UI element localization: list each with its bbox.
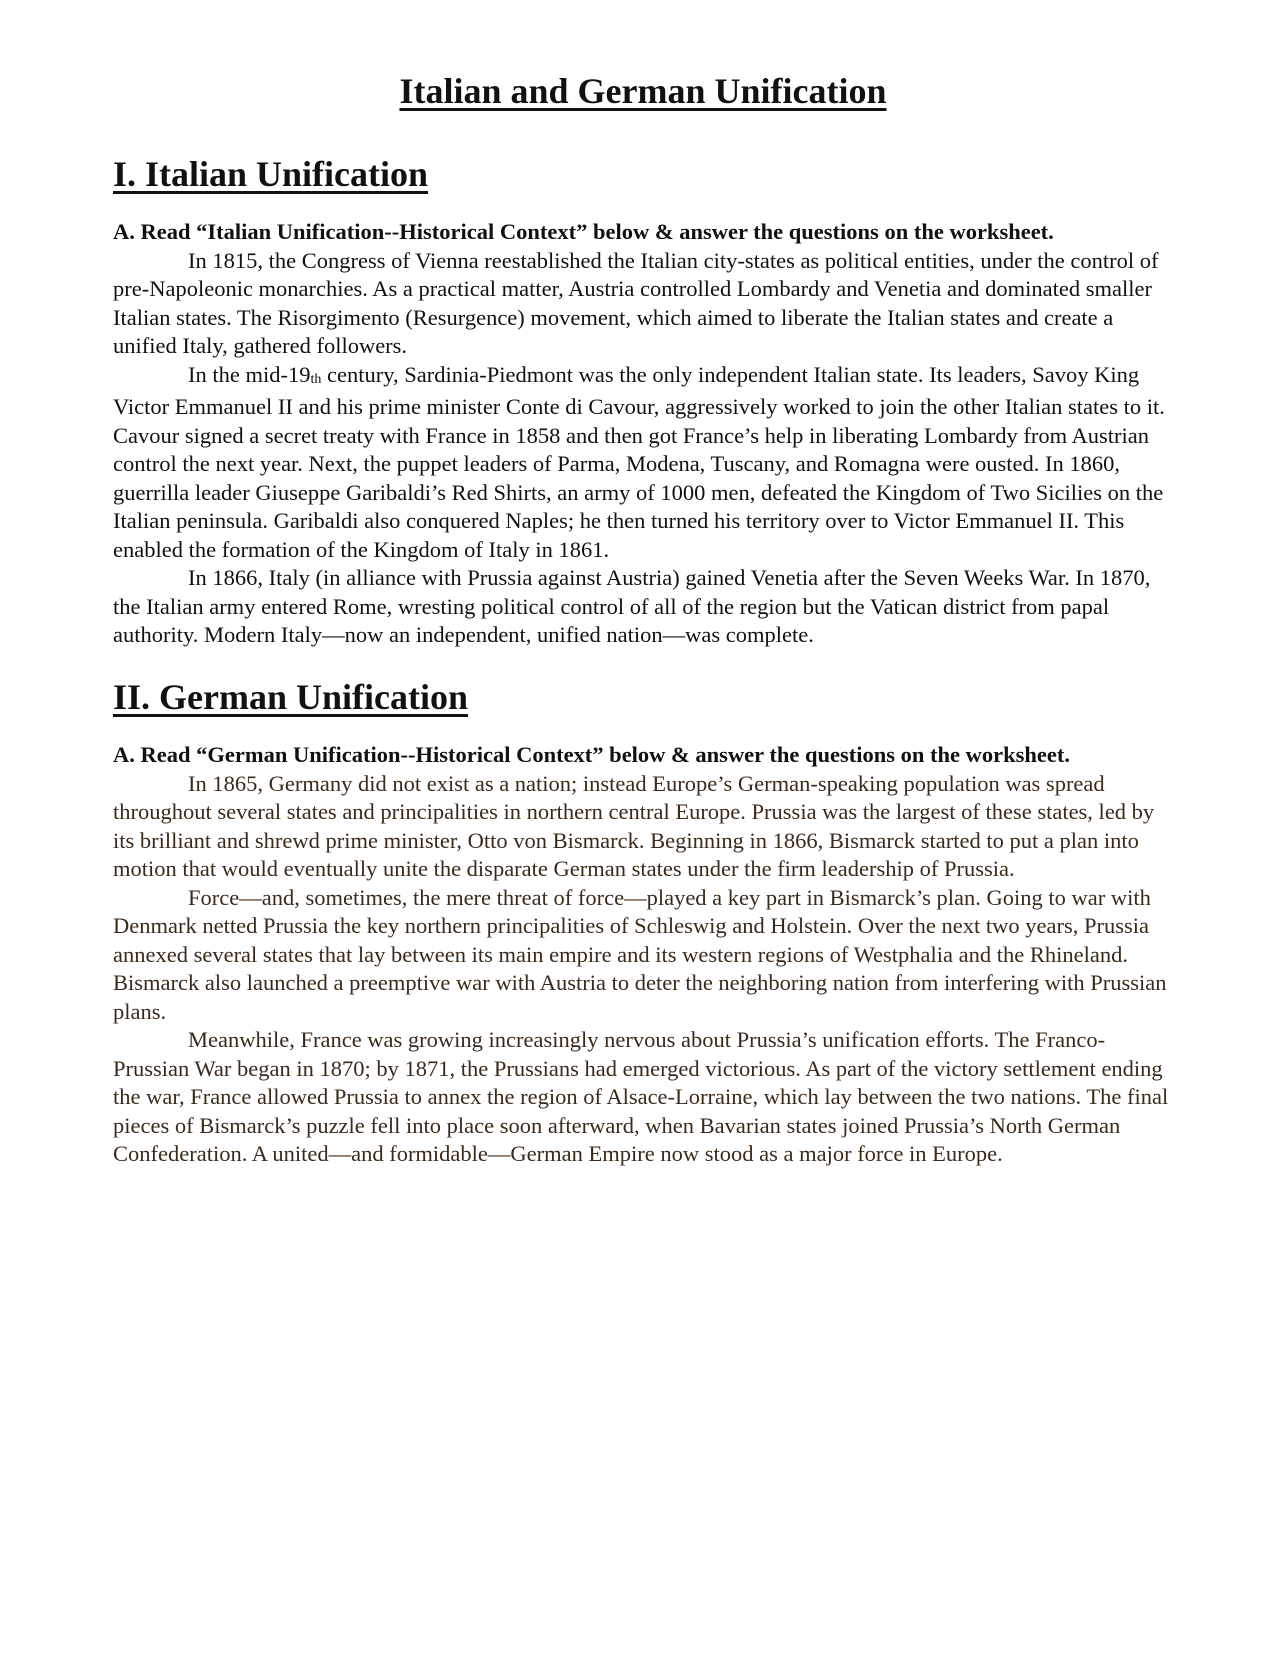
paragraph-italian-2-start: In the mid-19 xyxy=(188,361,311,387)
section-heading-italian: I. Italian Unification xyxy=(113,154,429,195)
document-page xyxy=(113,70,1173,1169)
instruction-german: A. Read “German Unification--Historical Context” below & answer the questions on the worksheet. xyxy=(113,742,1071,768)
paragraph-german-1: In 1865, Germany did not exist as a nation; instead Europe’s German-speaking population was spread throughout several states and principalities in northern central Europe. Prussia was the largest of these states, led by its brilliant and shrewd prime minister, Otto von Bismarck. Beginning in 1866, Bismarck started to put a plan into motion that would eventually unite the disparate German states under the firm leadership of Prussia. xyxy=(113,770,1155,882)
paragraph-italian-1: In 1815, the Congress of Vienna reestablished the Italian city-states as political entities, under the control of pre-Napoleonic monarchies. As a practical matter, Austria controlled Lombardy and Venetia and dominated smaller Italian states. The Risorgimento (Resurgence) movement, which aimed to liberate the Italian states and create a unified Italy, gathered followers. xyxy=(113,247,1159,359)
paragraph-italian-2-rest: century, Sardinia-Piedmont was the only independent Italian state. Its leaders, Savoy King Victor Emmanuel II and his prime minister Conte di Cavour, aggressively worked to join the other Italian states to it. Cavour signed a secret treaty with France in 1858 and then got France’s help in liberating Lombardy from Austrian control the next year. Next, the puppet leaders of Parma, Modena, Tuscany, and Romagna were ousted. In 1860, guerrilla leader Giuseppe Garibaldi’s Red Shirts, an army of 1000 men, defeated the Kingdom of Two Sicilies on the Italian peninsula. Garibaldi also conquered Naples; he then turned his territory over to Victor Emmanuel II. This enabled the formation of the Kingdom of Italy in 1861. xyxy=(113,361,1165,562)
ordinal-suffix: th xyxy=(310,371,322,387)
paragraph-italian-2 xyxy=(113,361,1173,565)
paragraph-italian-3: In 1866, Italy (in alliance with Prussia against Austria) gained Venetia after the Seven Weeks War. In 1870, the Italian army entered Rome, wresting political control of all of the region but the Vatican district from papal authority. Modern Italy—now an independent, unified nation—was complete. xyxy=(113,565,1151,648)
paragraph-german-2: Force—and, sometimes, the mere threat of force—played a key part in Bismarck’s plan. Going to war with Denmark netted Prussia the key northern principalities of Schleswig and Holstein. Over the next two years, Prussia annexed several states that lay between its main empire and its western regions of Westphalia and the Rhineland. Bismarck also launched a preemptive war with Austria to deter the neighboring nation from interfering with Prussian plans. xyxy=(113,884,1167,1024)
document-title: Italian and German Unification xyxy=(399,71,887,111)
section-italian-unification xyxy=(113,153,1173,650)
section-heading-german: II. German Unification xyxy=(113,676,468,717)
instruction-italian: A. Read “Italian Unification--Historical Context” below & answer the questions on the worksheet. xyxy=(113,219,1054,245)
section-german-unification xyxy=(113,676,1173,1169)
paragraph-german-3: Meanwhile, France was growing increasingly nervous about Prussia’s unification efforts. The Franco-Prussian War began in 1870; by 1871, the Prussians had emerged victorious. As part of the victory settlement ending the war, France allowed Prussia to annex the region of Alsace-Lorraine, which lay between the two nations. The final pieces of Bismarck’s puzzle fell into place soon afterward, when Bavarian states joined Prussia’s North German Confederation. A united—and formidable—German Empire now stood as a major force in Europe. xyxy=(113,1027,1169,1167)
